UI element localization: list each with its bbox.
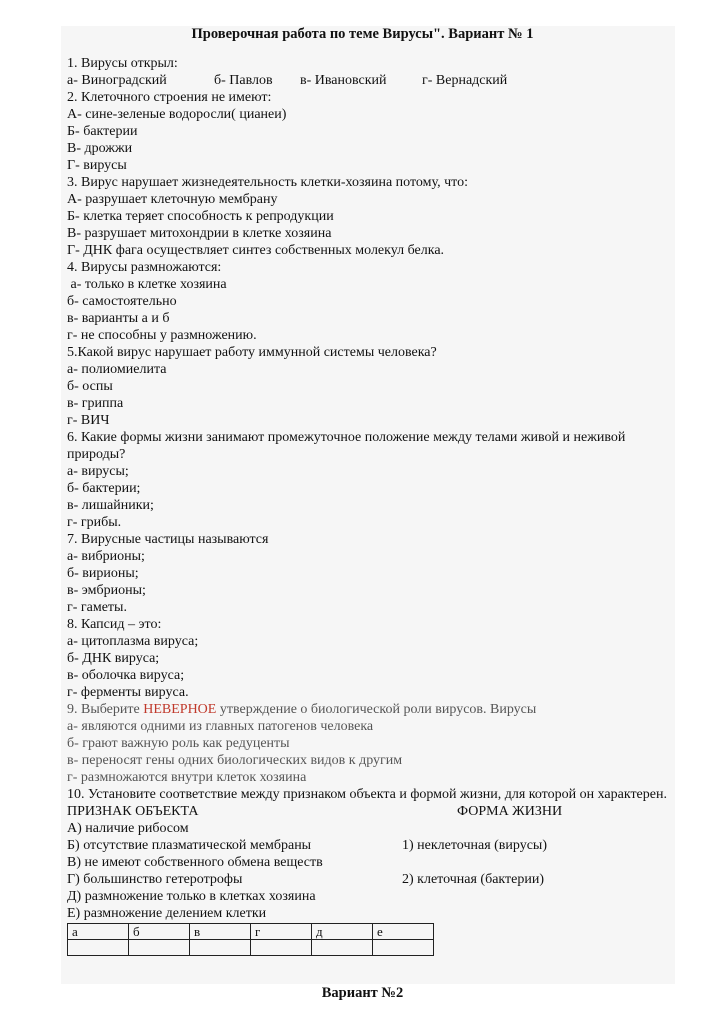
- option: г- размножаются внутри клеток хозяина: [67, 770, 307, 785]
- option: б- бактерии;: [67, 481, 141, 496]
- option: в- лишайники;: [67, 498, 154, 513]
- option: Г- вирусы: [67, 158, 127, 173]
- feature-item: Е) размножение делением клетки: [67, 906, 267, 921]
- question-2: 2. Клеточного строения не имеют:: [67, 90, 272, 105]
- question-1: 1. Вирусы открыл:: [67, 56, 178, 71]
- feature-item: А) наличие рибосом: [67, 821, 189, 836]
- feature-item: В) не имеют собственного обмена веществ: [67, 855, 323, 870]
- matching-row: [67, 837, 667, 854]
- matching-row: [67, 854, 667, 871]
- question-9-emphasis: НЕВЕРНОЕ: [143, 702, 217, 717]
- answer-header-cell: в: [190, 924, 251, 940]
- question-8: 8. Капсид – это:: [67, 617, 162, 632]
- answer-header-cell: д: [312, 924, 373, 940]
- option: а- вирусы;: [67, 464, 129, 479]
- question-10: 10. Установите соответствие между признаком объекта и формой жизни, для которой он характерен.: [67, 787, 667, 802]
- option: б- грают важную роль как редуценты: [67, 736, 290, 751]
- option: г- ВИЧ: [67, 413, 110, 428]
- question-5: 5.Какой вирус нарушает работу иммунной системы человека?: [67, 345, 437, 360]
- option: А- сине-зеленые водоросли( цианеи): [67, 107, 287, 122]
- answer-table-input-row: [68, 940, 434, 956]
- question-3: 3. Вирус нарушает жизнедеятельность клетки-хозяина потому, что:: [67, 175, 468, 190]
- answer-cell[interactable]: [68, 940, 129, 956]
- matching-row: [67, 871, 667, 888]
- option: в- гриппа: [67, 396, 124, 411]
- option: Б- клетка теряет способность к репродукции: [67, 209, 334, 224]
- feature-column-header: ПРИЗНАК ОБЪЕКТА: [67, 804, 199, 819]
- option: В- дрожжи: [67, 141, 133, 156]
- answer-table-header-row: [68, 924, 434, 940]
- option: В- разрушает митохондрии в клетке хозяина: [67, 226, 332, 241]
- answer-header-cell: е: [373, 924, 434, 940]
- matching-row: [67, 888, 667, 905]
- option: а- являются одними из главных патогенов человека: [67, 719, 374, 734]
- answer-header-cell: а: [68, 924, 129, 940]
- answer-cell[interactable]: [251, 940, 312, 956]
- answer-cell[interactable]: [373, 940, 434, 956]
- option: б- самостоятельно: [67, 294, 177, 309]
- option: Г- ДНК фага осуществляет синтез собственных молекул белка.: [67, 243, 445, 258]
- question-1-options: [67, 72, 667, 89]
- option: Б- бактерии: [67, 124, 138, 139]
- answer-header-cell: г: [251, 924, 312, 940]
- next-variant-heading: Вариант №2: [321, 985, 404, 1001]
- answer-table: [67, 923, 434, 956]
- option: в- Ивановский: [300, 73, 387, 88]
- question-9-start: 9. Выберите: [67, 702, 144, 717]
- question-9: [67, 701, 667, 718]
- option: а- полиомиелита: [67, 362, 167, 377]
- option: в- переносят гены одних биологических видов к другим: [67, 753, 403, 768]
- answer-header-cell: б: [129, 924, 190, 940]
- option: г- Вернадский: [422, 73, 508, 88]
- option: в- оболочка вируса;: [67, 668, 185, 683]
- answer-cell[interactable]: [190, 940, 251, 956]
- matching-headers: [67, 803, 667, 820]
- option: г- грибы.: [67, 515, 122, 530]
- question-list: [67, 55, 667, 956]
- option: в- эмбрионы;: [67, 583, 146, 598]
- option: а- Виноградский: [67, 73, 167, 88]
- option: б- вирионы;: [67, 566, 139, 581]
- feature-item: Д) размножение только в клетках хозяина: [67, 889, 316, 904]
- answer-cell[interactable]: [312, 940, 373, 956]
- question-6: 6. Какие формы жизни занимают промежуточное положение между телами живой и неживой природы?: [67, 430, 626, 462]
- form-column-header: ФОРМА ЖИЗНИ: [457, 804, 563, 819]
- question-9-end: утверждение о биологической роли вирусов. Вирусы: [216, 702, 537, 717]
- page-title: Проверочная работа по теме Вирусы". Вариант № 1: [191, 26, 534, 42]
- option: а- вибрионы;: [67, 549, 145, 564]
- form-item: 2) клеточная (бактерии): [402, 872, 545, 887]
- option: а- только в клетке хозяина: [67, 277, 227, 292]
- feature-item: Б) отсутствие плазматической мембраны: [67, 838, 312, 853]
- option: б- оспы: [67, 379, 113, 394]
- option: в- варианты а и б: [67, 311, 170, 326]
- option: А- разрушает клеточную мембрану: [67, 192, 278, 207]
- option: г- гаметы.: [67, 600, 127, 615]
- matching-row: [67, 905, 667, 922]
- question-7: 7. Вирусные частицы называются: [67, 532, 269, 547]
- feature-item: Г) большинство гетеротрофы: [67, 872, 243, 887]
- option: г- не способны у размножению.: [67, 328, 257, 343]
- matching-row: [67, 820, 667, 837]
- option: а- цитоплазма вируса;: [67, 634, 199, 649]
- question-4: 4. Вирусы размножаются:: [67, 260, 222, 275]
- option: б- Павлов: [214, 73, 273, 88]
- option: б- ДНК вируса;: [67, 651, 160, 666]
- form-item: 1) неклеточная (вирусы): [402, 838, 547, 853]
- option: г- ферменты вируса.: [67, 685, 189, 700]
- answer-cell[interactable]: [129, 940, 190, 956]
